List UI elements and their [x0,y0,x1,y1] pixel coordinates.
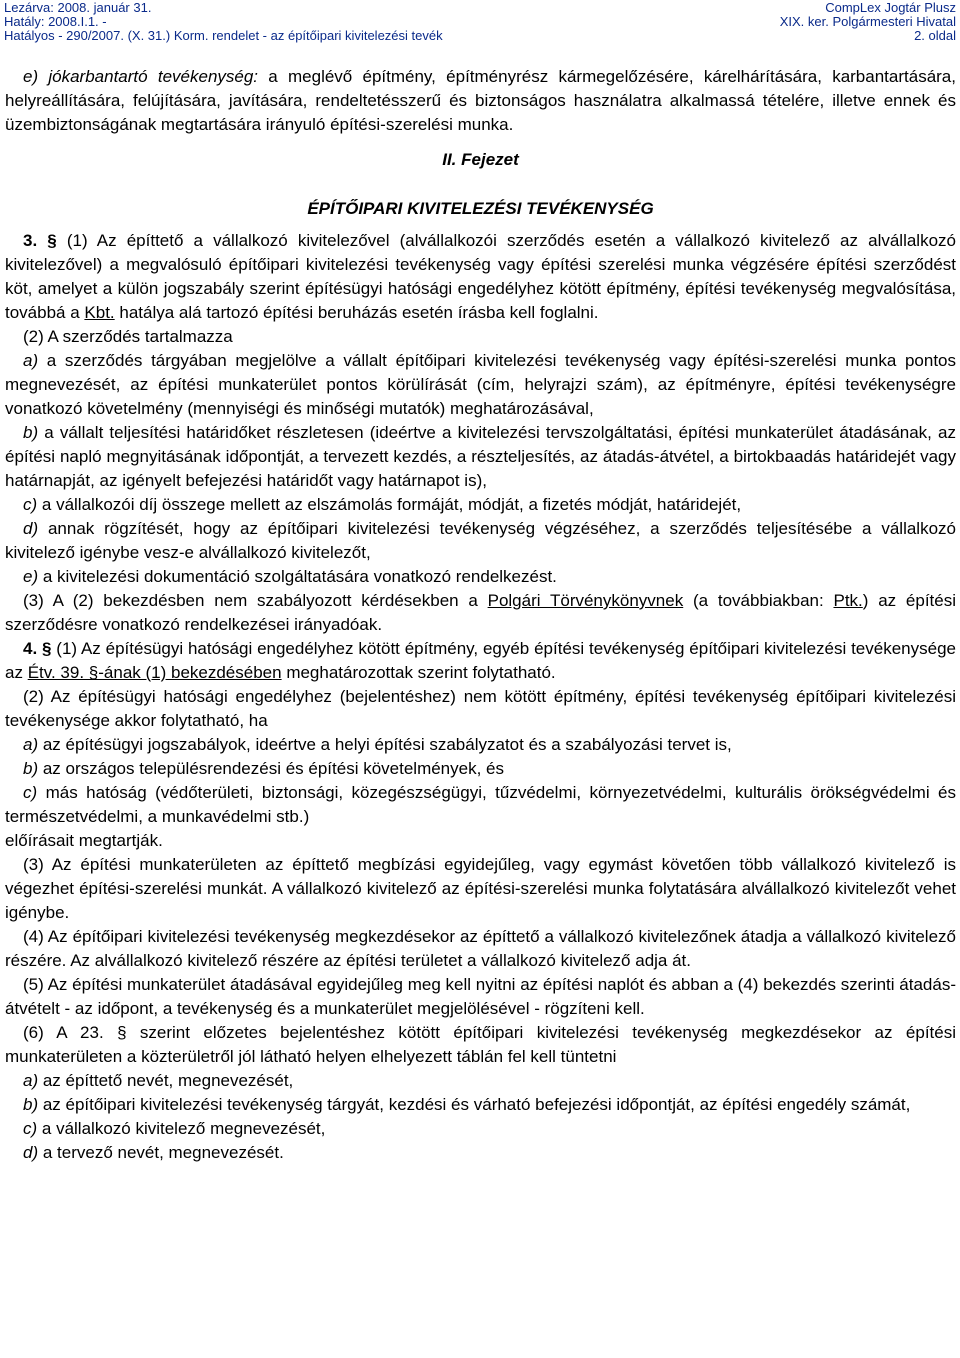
header-document-title: Hatályos - 290/2007. (X. 31.) Korm. rendelet - az építőipari kivitelezési tevék [4,28,443,43]
section-3-1 [5,229,956,325]
section-4-5: (5) Az építési munkaterület átadásával egyidejűleg meg kell nyitni az építési naplót és abban a (4) bekezdés szerinti átadás-átvételt - az időpont, a tevékenység és a munkaterület megjelölésével - rögzíteni kell. [5,975,956,1018]
text-e: a meglévő építmény, építményrész kármegelőzésére, kárelhárítására, karbantartására, helyreállítására, felújítására, javítására, rendeltetésszerű és biztonságos használatra alkalmassá tételére, illetve ennek és üzembiztonságának megtartására irányuló építési-szerelési munka. [5,67,956,134]
label-e: e) jókarbantartó tevékenység: [23,67,259,86]
point-text: a vállalt teljesítési határidőket részletesen (ideértve a kivitelezési tervszolgáltatási, építési munkaterület átadásának, az építési napló megnyitásának időpontját, a tervezett kezdés, a részteljesítés, az átadás-átvétel, a birtokbaadás határidejét vagy határnapját, az igényelt befejezési határidőt vagy határnapot is), [5,423,956,490]
point-label: d) [23,1143,39,1162]
header-effective: Hatály: 2008.I.1. - [4,14,107,29]
link-civil-code[interactable]: Polgári Törvénykönyvnek [487,591,684,610]
chapter-heading: II. Fejezet [442,150,519,169]
section-4-number: 4. § [23,639,52,658]
point-text: a tervező nevét, megnevezését. [38,1143,284,1162]
header-product: CompLex Jogtár Plusz [825,0,956,15]
point-text: a vállalkozó kivitelező megnevezését, [37,1119,326,1138]
header-right [780,1,956,43]
point-label: c) [23,783,38,802]
section-3-3-text-end: ) az építési szerződésre vonatkozó rendelkezései irányadóak. [5,591,957,634]
section-3-2-e [5,565,956,589]
section-3-number: 3. § [23,231,57,250]
point-text: az építőipari kivitelezési tevékenység tárgyát, kezdési és várható befejezési időpontját, az építési engedély számát, [38,1095,911,1114]
document-body [5,65,956,1165]
header-left [4,1,443,43]
page-header [0,0,960,44]
header-office: XIX. ker. Polgármesteri Hivatal [779,14,956,29]
section-4-2-c [5,781,956,829]
point-label: c) [23,495,38,514]
section-4-2: (2) Az építésügyi hatósági engedélyhez (bejelentéshez) nem kötött építmény, építési tevékenység építőipari kivitelezési tevékenysége akkor folytatható, ha [5,687,956,730]
section-3-1-text: (1) Az építtető a vállalkozó kivitelezővel (alvállalkozói szerződés esetén a vállalkozó kivitelező az alvállalkozó kivitelezővel) a megvalósuló építőipari kivitelezési tevékenység vagy építési szerelési munka végzésére építési szerződést köt, amelyet a külön jogszabály szerint építésügyi hatósági engedélyhez kötött építmény, építési tevékenység megvalósítása, továbbá a [5,231,956,322]
section-4-6-a [5,1069,956,1093]
point-text: a szerződés tárgyában megjelölve a vállalt építőipari kivitelezési tevékenység vagy építési-szerelési munka pontos megnevezését, az építési munkaterület pontos körülírását (cím, helyrajzi szám), az építményre, építési tevékenységre vonatkozó követelmény (mennyiségi és minőségi mutatók) meghatározásával, [5,351,956,418]
point-label: a) [23,1071,39,1090]
section-4-1 [5,637,956,685]
point-text: az országos településrendezési és építési követelmények, és [38,759,504,778]
header-closed-date: Lezárva: 2008. január 31. [4,0,152,15]
section-4-2-b [5,757,956,781]
point-text: a kivitelezési dokumentáció szolgáltatására vonatkozó rendelkezést. [38,567,557,586]
section-3-3-text: (3) A (2) bekezdésben nem szabályozott kérdésekben a [23,591,488,610]
section-4-3: (3) Az építési munkaterületen az építtető megbízási egyidejűleg, vagy egymást követően több vállalkozó kivitelező is végezhet építési-szerelési munkát. A vállalkozó kivitelező az építési-szerelési munka folytatására alvállalkozó kivitelezőt vehet igénybe. [5,855,956,922]
point-text: annak rögzítését, hogy az építőipari kivitelezési tevékenység végzéséhez, a szerződés teljesítésébe a vállalkozó kivitelező igénybe vesz-e alvállalkozó kivitelezőt, [5,519,956,562]
section-3-3 [5,589,956,637]
point-label: b) [23,423,39,442]
section-3-2-c [5,493,956,517]
paragraph-e [5,65,956,137]
link-kbt[interactable]: Kbt. [84,303,115,322]
point-label: b) [23,759,39,778]
point-text: az építtető nevét, megnevezését, [38,1071,294,1090]
section-3-2-a [5,349,956,421]
point-label: e) [23,567,39,586]
link-ptk[interactable]: Ptk. [833,591,863,610]
section-4-6: (6) A 23. § szerint előzetes bejelentéshez kötött építőipari kivitelezési tevékenység megkezdésekor az építési munkaterületen a közterületről jól látható helyen elhelyezett táblán fel kell tüntetni [5,1023,956,1066]
section-3-2: (2) A szerződés tartalmazza [23,327,233,346]
point-label: d) [23,519,39,538]
section-4-6-c [5,1117,956,1141]
point-label: a) [23,351,39,370]
link-etv-39[interactable]: Étv. 39. §-ának (1) bekezdésében [27,663,282,682]
section-4-2-a [5,733,956,757]
section-4-6-b [5,1093,956,1117]
chapter-title: ÉPÍTŐIPARI KIVITELEZÉSI TEVÉKENYSÉG [307,199,654,218]
section-4-6-d [5,1141,956,1165]
section-3-2-b [5,421,956,493]
section-4-2-end: előírásait megtartják. [5,831,163,850]
point-label: a) [23,735,39,754]
point-label: b) [23,1095,39,1114]
section-3-1-text-end: hatálya alá tartozó építési beruházás esetén írásba kell foglalni. [114,303,599,322]
section-4-1-text-end: meghatározottak szerint folytatható. [281,663,556,682]
header-page-number: 2. oldal [914,28,956,43]
point-text: más hatóság (védőterületi, biztonsági, közegészségügyi, tűzvédelmi, környezetvédelmi, kulturális örökségvédelmi és természetvédelmi, a munkavédelmi stb.) [5,783,956,826]
point-text: a vállalkozói díj összege mellett az elszámolás formáját, módját, a fizetés módját, határidejét, [37,495,742,514]
point-label: c) [23,1119,38,1138]
section-3-2-d [5,517,956,565]
section-4-4: (4) Az építőipari kivitelezési tevékenység megkezdésekor az építtető a vállalkozó kivitelezőnek átadja a vállalkozó kivitelező részére. Az alvállalkozó kivitelező részére az építési területet a vállalkozó kivitelező adja át. [5,927,956,970]
point-text: az építésügyi jogszabályok, ideértve a helyi építési szabályzatot és a szabályozási tervet is, [38,735,732,754]
section-3-3-text-mid: (a továbbiakban: [683,591,834,610]
section-4-1-text: (1) Az építésügyi hatósági engedélyhez kötött építmény, egyéb építési tevékenység építőipari kivitelezési tevékenysége az [5,639,956,682]
